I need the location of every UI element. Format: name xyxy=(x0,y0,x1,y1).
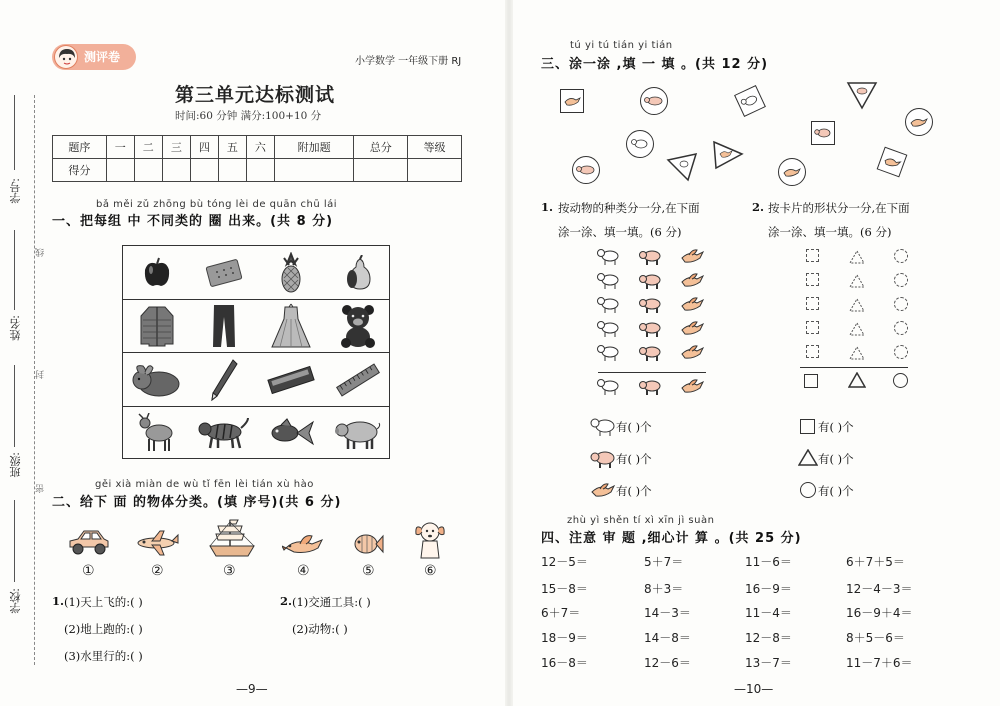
score-table xyxy=(52,135,462,182)
square-card-sheep[interactable] xyxy=(734,85,766,117)
sheep-count-icon xyxy=(596,271,620,293)
pig-answer[interactable]: 有( )个 xyxy=(616,452,652,466)
q2-part2-label: 2. xyxy=(280,594,293,608)
score-header-cell: 一 xyxy=(106,136,134,159)
circle-card-sheep[interactable] xyxy=(626,130,654,158)
page-number-left: —9— xyxy=(236,682,268,696)
bird-icon[interactable] xyxy=(282,532,326,562)
dashed-square[interactable] xyxy=(806,273,819,286)
rabbit-icon[interactable] xyxy=(123,353,190,406)
score-header-cell: 等级 xyxy=(408,136,462,159)
q2-part1-line3[interactable]: (3)水里行的:( ) xyxy=(64,649,143,663)
pear-icon[interactable] xyxy=(324,246,391,299)
page-number-right: —10— xyxy=(734,682,774,696)
score-cell[interactable] xyxy=(246,159,274,182)
q3-part1-text-a: 按动物的种类分一分,在下面 xyxy=(558,201,700,215)
dashed-triangle[interactable] xyxy=(849,345,865,364)
dashed-triangle[interactable] xyxy=(849,321,865,340)
dashed-circle[interactable] xyxy=(894,321,908,335)
score-cell[interactable] xyxy=(408,159,462,182)
calc-problem[interactable]: 6＋7＋5＝ xyxy=(846,555,905,569)
bird-answer[interactable]: 有( )个 xyxy=(616,484,652,498)
pig-count-icon xyxy=(638,247,662,269)
book-header: 小学数学 一年级下册 RJ xyxy=(355,56,462,67)
trousers-icon[interactable] xyxy=(190,300,257,353)
dashed-square[interactable] xyxy=(806,297,819,310)
score-header-cell: 总分 xyxy=(354,136,408,159)
bird-count-icon xyxy=(680,271,704,293)
option-number-1: ① xyxy=(82,563,95,579)
circle-card-bird[interactable] xyxy=(905,108,933,136)
bird-small-icon xyxy=(590,480,616,504)
name-label: 姓名: xyxy=(9,315,22,341)
bird-count-icon xyxy=(680,377,704,399)
dashed-square[interactable] xyxy=(806,249,819,262)
q3-part2-text-b: 涂一涂、填一填。(6 分) xyxy=(768,225,892,239)
q2-title: 二、给下 面 的物体分类。(填 序号)(共 6 分) xyxy=(52,495,342,510)
q2-part2-line1[interactable]: (1)交通工具:( ) xyxy=(292,595,371,609)
grid-row xyxy=(123,353,389,407)
calc-problem[interactable]: 14－8＝ xyxy=(644,631,691,645)
score-cell[interactable] xyxy=(354,159,408,182)
dashed-triangle[interactable] xyxy=(849,249,865,268)
score-cell[interactable] xyxy=(134,159,162,182)
sheep-count-icon xyxy=(596,295,620,317)
triangle-card-pig[interactable] xyxy=(846,80,878,114)
calc-problem[interactable]: 16－9＝ xyxy=(745,582,792,596)
q2-part1-line1[interactable]: (1)天上飞的:( ) xyxy=(64,595,143,609)
school-line xyxy=(14,500,15,582)
goldfish-icon[interactable] xyxy=(257,407,324,460)
dress-icon[interactable] xyxy=(257,300,324,353)
circle-shape-icon xyxy=(893,373,908,388)
calc-problem[interactable]: 6＋7＝ xyxy=(541,606,581,620)
dog-icon[interactable] xyxy=(414,520,446,564)
score-header-cell: 六 xyxy=(246,136,274,159)
pig-count-icon xyxy=(638,271,662,293)
calc-problem[interactable]: 11－7＋6＝ xyxy=(846,656,913,670)
girl-face-icon xyxy=(54,45,78,69)
binding-char-xian: 线 xyxy=(36,248,46,257)
score-table-row xyxy=(53,159,462,182)
score-cell[interactable] xyxy=(190,159,218,182)
pig-small-icon xyxy=(590,448,616,472)
animal-baseline xyxy=(598,372,706,373)
option-number-2: ② xyxy=(151,563,164,579)
calc-problem[interactable]: 18－9＝ xyxy=(541,631,588,645)
q4-title: 四、注意 审 题 ,细心计 算 。(共 25 分) xyxy=(541,531,802,546)
dashed-triangle[interactable] xyxy=(849,297,865,316)
pig-icon[interactable] xyxy=(324,407,391,460)
calc-problem[interactable]: 15－8＝ xyxy=(541,582,588,596)
circle-answer-icon xyxy=(800,482,816,498)
square-shape-icon xyxy=(804,374,818,388)
q3-part1-text-b: 涂一涂、填一填。(6 分) xyxy=(558,225,682,239)
eraser-icon[interactable] xyxy=(257,353,324,406)
grid-row xyxy=(123,407,389,461)
page-divider xyxy=(505,0,513,706)
animal-column-chart xyxy=(596,247,716,397)
student-number-line xyxy=(14,95,15,170)
dashed-circle[interactable] xyxy=(894,345,908,359)
ruler-icon[interactable] xyxy=(324,353,391,406)
score-header-cell: 三 xyxy=(162,136,190,159)
binding-dashed-line xyxy=(34,95,35,665)
circle-card-pig[interactable] xyxy=(572,156,600,184)
bird-count-icon xyxy=(680,319,704,341)
name-line xyxy=(14,230,15,310)
calc-problem[interactable]: 14－3＝ xyxy=(644,606,691,620)
score-header-cell: 二 xyxy=(134,136,162,159)
calc-problem[interactable]: 13－7＝ xyxy=(745,656,792,670)
option-number-3: ③ xyxy=(223,563,236,579)
q1-pinyin: bǎ měi zǔ zhōng bù tóng lèi de quān chū lái xyxy=(96,199,338,210)
q2-pinyin: gěi xià miàn de wù tǐ fēn lèi tián xù hào xyxy=(95,479,314,490)
sheep-count-icon xyxy=(596,377,620,399)
q2-part1-label: 1. xyxy=(52,594,65,608)
option-number-5: ⑤ xyxy=(362,563,375,579)
teddy-bear-icon[interactable] xyxy=(324,300,391,353)
triangle-answer[interactable]: 有( )个 xyxy=(818,452,854,466)
dashed-triangle[interactable] xyxy=(849,273,865,292)
pig-count-icon xyxy=(638,295,662,317)
option-number-4: ④ xyxy=(297,563,310,579)
binding-char-mi: 密 xyxy=(36,484,46,493)
exam-info: 时间:60 分钟 满分:100+10 分 xyxy=(175,110,322,122)
biscuit-icon[interactable] xyxy=(190,246,257,299)
calc-problem[interactable]: 12－5＝ xyxy=(541,555,588,569)
shape-baseline xyxy=(800,367,908,368)
q2-part2-line2[interactable]: (2)动物:( ) xyxy=(292,622,348,636)
calc-problem[interactable]: 11－6＝ xyxy=(745,555,792,569)
page-title: 第三单元达标测试 xyxy=(175,84,336,106)
calc-problem[interactable]: 11－4＝ xyxy=(745,606,792,620)
bird-count-icon xyxy=(680,295,704,317)
grid-row xyxy=(123,246,389,300)
square-card-pig[interactable] xyxy=(811,121,835,145)
circle-card-bird[interactable] xyxy=(778,158,806,186)
sheep-count-icon xyxy=(596,319,620,341)
square-card-bird[interactable] xyxy=(560,89,584,113)
tiger-icon[interactable] xyxy=(190,407,257,460)
q3-pinyin: tú yi tú tián yi tián xyxy=(570,40,673,51)
score-header-cell: 题序 xyxy=(53,136,107,159)
test-badge xyxy=(52,44,136,70)
square-answer-icon xyxy=(800,419,815,434)
score-cell[interactable] xyxy=(106,159,134,182)
dashed-circle[interactable] xyxy=(894,249,908,263)
score-header-cell: 附加题 xyxy=(274,136,353,159)
fish-icon[interactable] xyxy=(352,530,384,562)
score-table-header-row xyxy=(53,136,462,159)
pig-count-icon xyxy=(638,343,662,365)
pig-count-icon xyxy=(638,377,662,399)
score-header-cell: 四 xyxy=(190,136,218,159)
calc-problem[interactable]: 12－6＝ xyxy=(644,656,691,670)
bird-count-icon xyxy=(680,343,704,365)
circle-card-pig[interactable] xyxy=(640,87,668,115)
class-line xyxy=(14,365,15,447)
circle-answer[interactable]: 有( )个 xyxy=(818,484,854,498)
pineapple-icon[interactable] xyxy=(257,246,324,299)
score-row-label: 得分 xyxy=(53,159,107,182)
score-cell[interactable] xyxy=(274,159,353,182)
sheep-answer[interactable]: 有( )个 xyxy=(616,420,652,434)
object-grid xyxy=(122,245,390,459)
option-number-6: ⑥ xyxy=(424,563,437,579)
q1-title: 一、把每组 中 不同类的 圈 出来。(共 8 分) xyxy=(52,214,334,229)
jacket-icon[interactable] xyxy=(123,300,190,353)
calc-problem[interactable]: 8＋3＝ xyxy=(644,582,684,596)
calc-problem[interactable]: 5＋7＝ xyxy=(644,555,684,569)
q3-part1-label: 1. xyxy=(541,200,554,214)
car-icon[interactable] xyxy=(66,527,110,561)
pig-count-icon xyxy=(638,319,662,341)
bird-count-icon xyxy=(680,247,704,269)
dashed-square[interactable] xyxy=(806,321,819,334)
calc-problem[interactable]: 16－8＝ xyxy=(541,656,588,670)
binding-char-feng: 封 xyxy=(36,370,46,379)
dashed-circle[interactable] xyxy=(894,273,908,287)
triangle-card-sheep[interactable] xyxy=(666,152,698,186)
airplane-icon[interactable] xyxy=(136,529,180,561)
badge-label: 测评卷 xyxy=(84,50,121,64)
student-number-label: 学号: xyxy=(9,178,22,204)
sheep-count-icon xyxy=(596,247,620,269)
square-card-bird[interactable] xyxy=(877,147,908,178)
score-cell[interactable] xyxy=(162,159,190,182)
dashed-circle[interactable] xyxy=(894,297,908,311)
pencil-icon[interactable] xyxy=(190,353,257,406)
score-header-cell: 五 xyxy=(218,136,246,159)
q3-title: 三、涂一涂 ,填 一 填 。(共 12 分) xyxy=(541,57,769,72)
goat-icon[interactable] xyxy=(123,407,190,460)
apple-icon[interactable] xyxy=(123,246,190,299)
q4-pinyin: zhù yì shěn tí xì xīn jì suàn xyxy=(567,515,715,526)
triangle-card-bird[interactable] xyxy=(712,140,744,176)
score-cell[interactable] xyxy=(218,159,246,182)
sheep-count-icon xyxy=(596,343,620,365)
sheep-icon xyxy=(590,416,616,440)
dashed-square[interactable] xyxy=(806,345,819,358)
class-label: 班级: xyxy=(9,452,22,478)
q3-part2-text-a: 按卡片的形状分一分,在下面 xyxy=(768,201,910,215)
triangle-answer-icon xyxy=(798,449,818,470)
calc-problem[interactable]: 8＋5－6＝ xyxy=(846,631,905,645)
calc-problem[interactable]: 12－4－3＝ xyxy=(846,582,913,596)
triangle-shape-icon xyxy=(848,372,866,392)
q2-part1-line2[interactable]: (2)地上跑的:( ) xyxy=(64,622,143,636)
q3-part2-label: 2. xyxy=(752,200,765,214)
school-label: 学校: xyxy=(9,588,22,614)
square-answer[interactable]: 有( )个 xyxy=(818,420,854,434)
ship-icon[interactable] xyxy=(208,518,256,562)
calc-problem[interactable]: 16－9＋4＝ xyxy=(846,606,913,620)
calc-problem[interactable]: 12－8＝ xyxy=(745,631,792,645)
grid-row xyxy=(123,300,389,354)
